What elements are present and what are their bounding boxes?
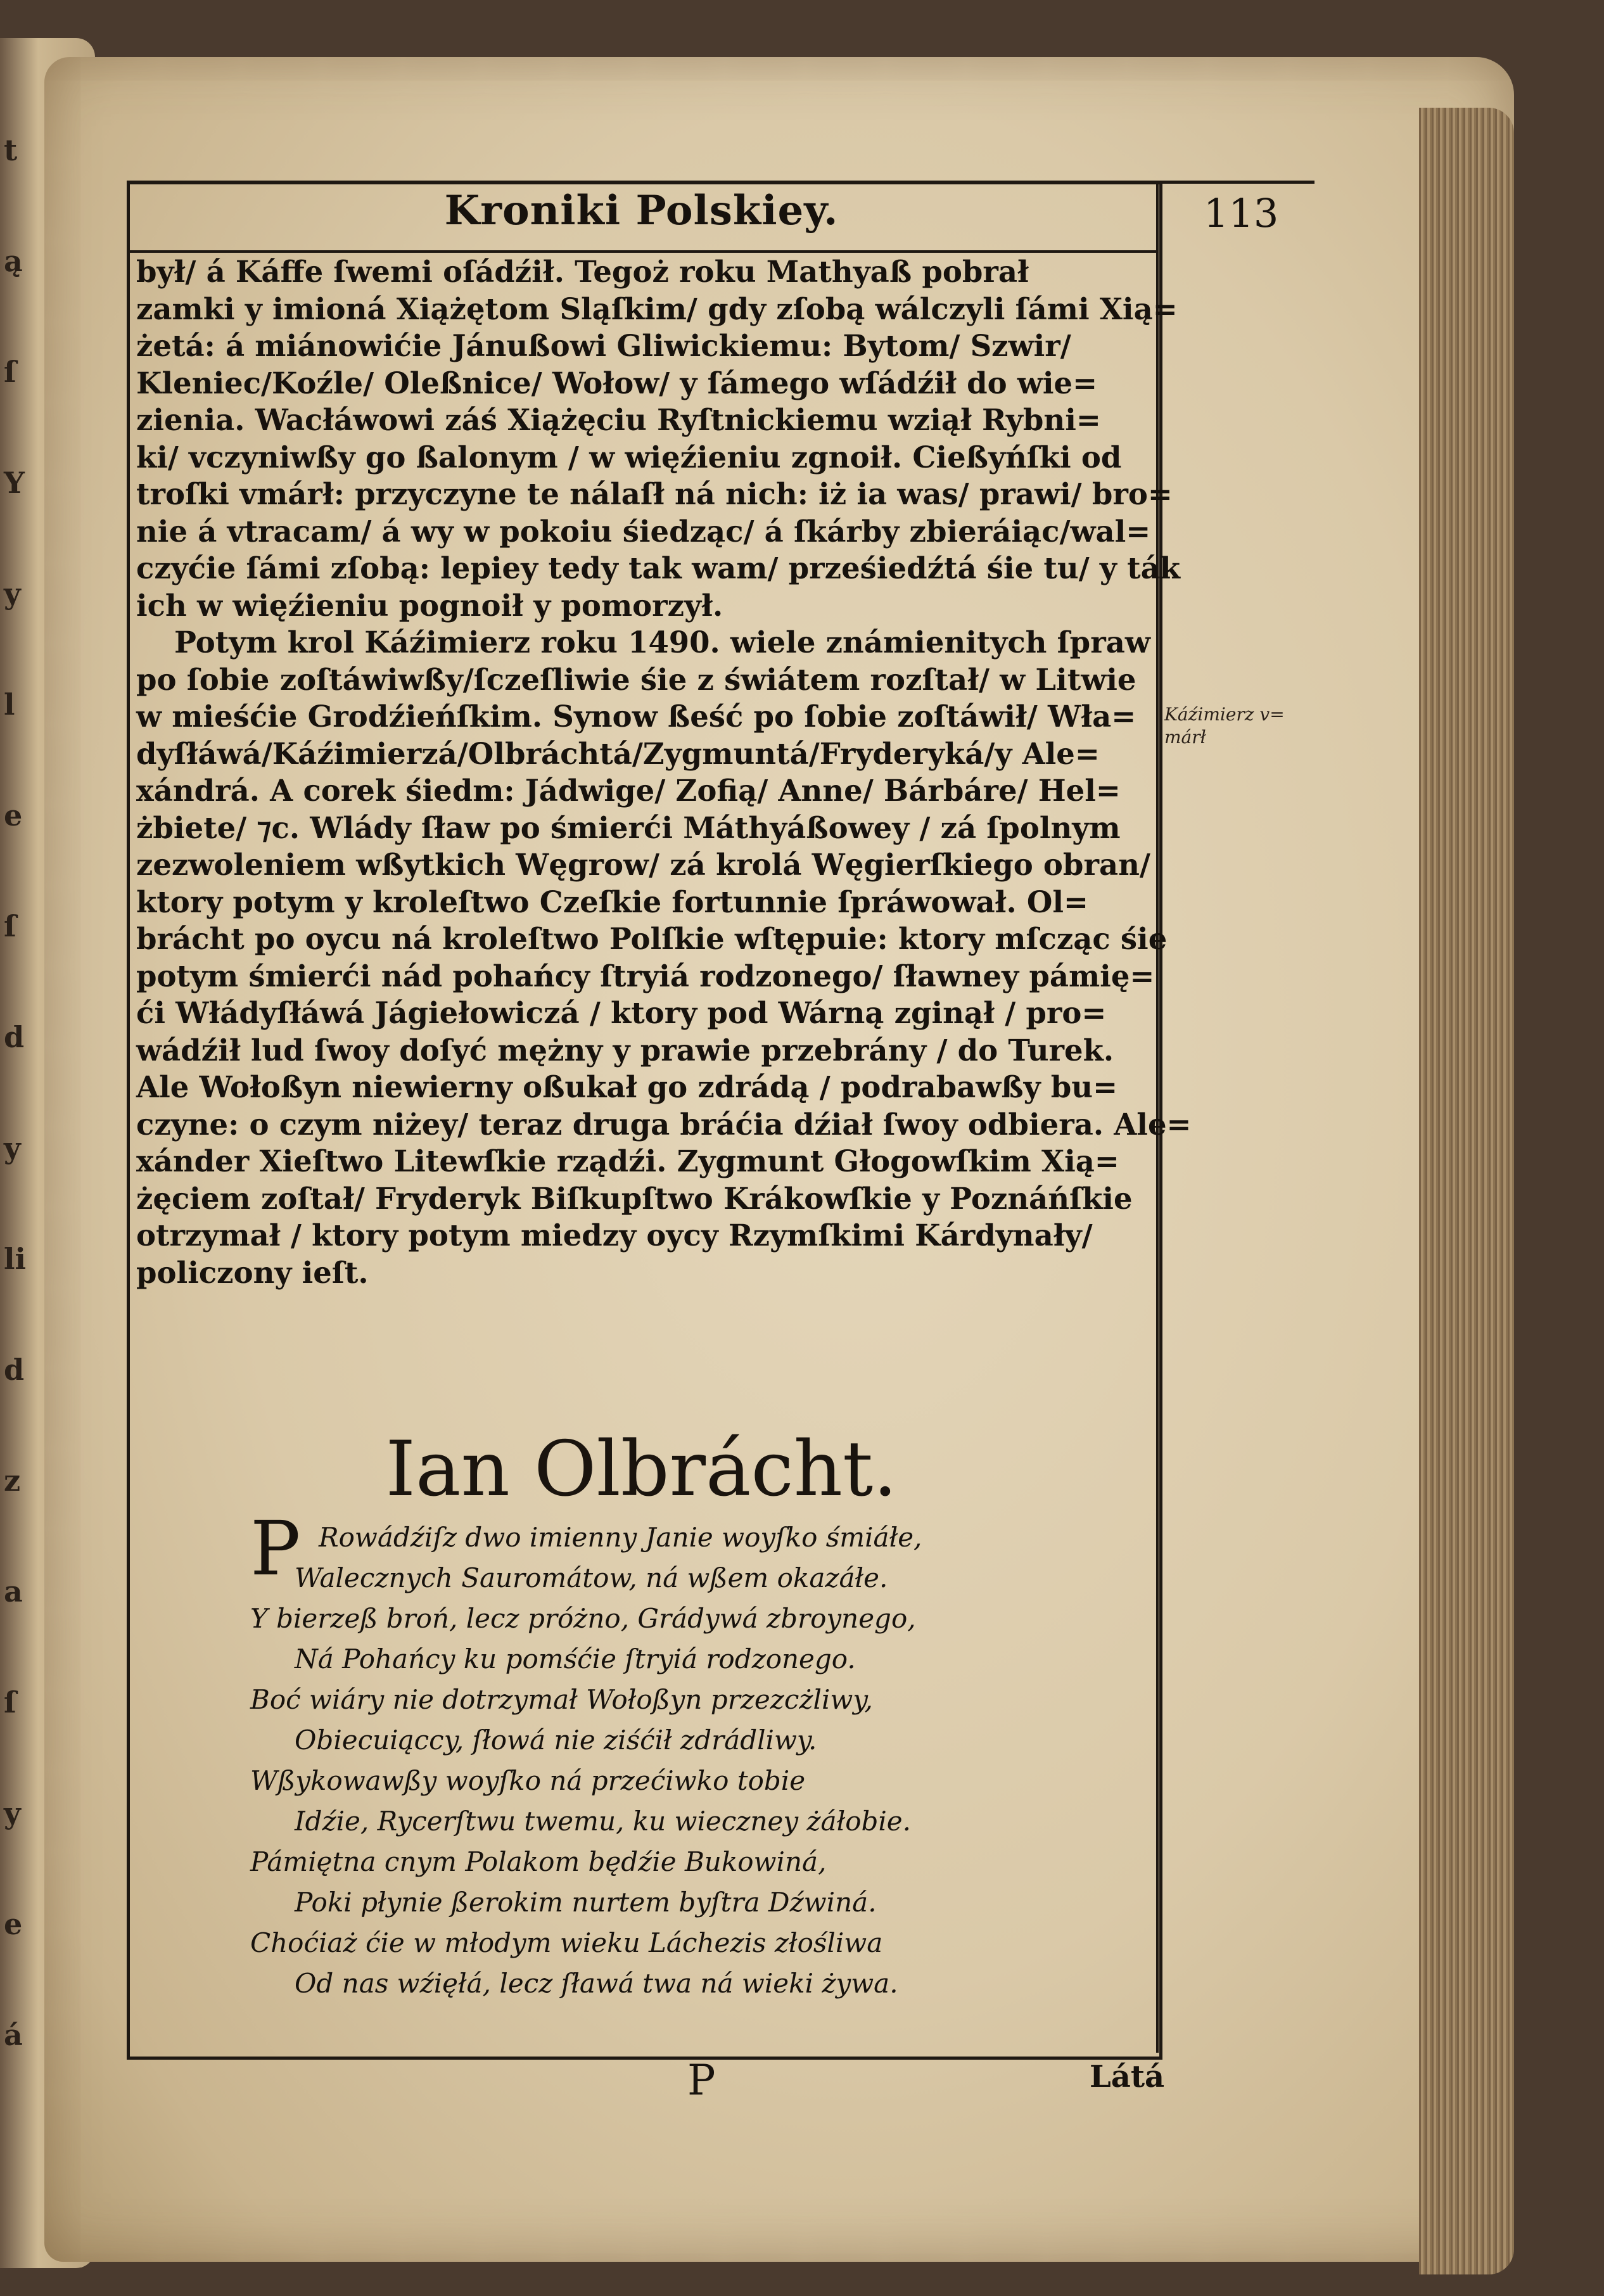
header-rule	[127, 250, 1156, 253]
poem-line: Choćiaż ćie w młodym wieku Láchezis złośliwa	[250, 1927, 883, 1958]
facing-page-fragment: e	[4, 1907, 23, 1941]
text-line: troſki vmárł: przyczyne te nálaſł ná nich: iż ia was/ prawi/ bro=	[136, 476, 1173, 511]
text-line: dyſłáwá/Káźimierzá/Olbráchtá/Zygmuntá/Fryderyká/y Ale=	[136, 736, 1100, 771]
text-line: po ſobie zoſtáwiwßy/ſczeſliwie śie z świátem rozſtał/ w Litwie	[136, 661, 1136, 697]
text-line: xánder Xieſtwo Litewſkie rządźi. Zygmunt Głogowſkim Xią=	[136, 1144, 1119, 1178]
poem-line: Wßykowawßy woyſko ná przećiwko tobie	[250, 1765, 806, 1796]
facing-page-fragment: y	[4, 1131, 21, 1165]
text-line: zienia. Wacłáwowi záś Xiążęciu Ryſtnickiemu wziął Rybni=	[136, 402, 1101, 437]
facing-page-fragment: ą	[4, 244, 23, 278]
facing-page-fragment: d	[4, 1020, 25, 1054]
facing-page-fragment: ſ	[4, 355, 16, 389]
text-line: potym śmierći nád pohańcy ſtryiá rodzonego/ ſławney pámię=	[136, 958, 1155, 993]
facing-page-fragment: d	[4, 1353, 25, 1387]
text-line: zezwoleniem wßytkich Węgrow/ zá krolá Węgierſkiego obran/	[136, 847, 1150, 882]
poem-line: Obiecuiąccy, ſłowá nie ziśćił zdrádliwy.	[295, 1725, 817, 1756]
margin-note: Káźimierz v= márł	[1164, 704, 1285, 748]
running-title: Kroniki Polskiey.	[444, 187, 839, 234]
poem-line: Idźie, Rycerſtwu twemu, ku wieczney żáłobie.	[295, 1806, 912, 1837]
facing-page-fragment: ſ	[4, 909, 16, 943]
poem-line: Rowádźiſz dwo imienny Janie woyſko śmiáłe,	[319, 1522, 922, 1553]
drop-cap: P	[250, 1505, 301, 1592]
facing-page-fragment: y	[4, 1796, 21, 1830]
poem	[250, 1517, 1093, 2004]
facing-page-fragment: a	[4, 1574, 23, 1609]
facing-page-fragment: e	[4, 798, 23, 832]
signature-mark: P	[687, 2056, 716, 2105]
text-line: ći Włádyſłáwá Jágiełowiczá / ktory pod Wárną zginął / pro=	[136, 995, 1107, 1030]
text-line: nie á vtracam/ á wy w pokoiu śiedząc/ á ſkárby zbieráiąc/wal=	[136, 513, 1151, 549]
facing-page-fragment: z	[4, 1464, 21, 1498]
poem-line: Od nas wźięłá, lecz ſławá twa ná wieki żywa.	[295, 1968, 898, 1999]
margin-box-top-rule	[1156, 181, 1314, 184]
poem-line: Pámiętna cnym Polakom będźie Bukowiná,	[250, 1846, 827, 1877]
text-line: żbiete/ ⁊c. Wlády ſław po śmierći Máthyáßowey / zá ſpolnym	[136, 810, 1121, 845]
facing-page-fragment: t	[4, 133, 18, 167]
text-line: żetá: á miánowićie Jánußowi Gliwickiemu: Bytom/ Szwir/	[136, 328, 1071, 363]
poem-line: Boć wiáry nie dotrzymał Wołoßyn przezcżliwy,	[250, 1684, 873, 1715]
text-line: zamki y imioná Xiążętom Sląſkim/ gdy zſobą wálczyli ſámi Xią=	[136, 291, 1178, 326]
text-line: w mieśćie Grodźieńſkim. Synow ßeść po ſobie zoſtáwił/ Wła=	[136, 699, 1136, 734]
text-line: Ale Wołoßyn niewierny oßukał go zdrádą / podrabawßy bu=	[136, 1069, 1118, 1104]
text-line: Potym krol Káźimierz roku 1490. wiele známienitych ſpraw	[174, 625, 1150, 660]
catchword: Látá	[1090, 2059, 1165, 2095]
poem-line: Ná Pohańcy ku pomśćie ſtryiá rodzonego.	[295, 1643, 856, 1674]
text-line: był/ á Káffe ſwemi oſádźił. Tegoż roku Mathyaß pobrał	[136, 254, 1029, 289]
text-line: brácht po oycu ná kroleſtwo Polſkie wſtępuie: ktory mſcząc śie	[136, 921, 1168, 956]
poem-line: Walecznych Sauromátow, ná wßem okazáłe.	[295, 1562, 888, 1593]
text-line: wádźił lud ſwoy doſyć mężny y prawie przebrány / do Turek.	[136, 1032, 1114, 1068]
poem-line: Poki płynie ßerokim nurtem byſtra Dźwiná.	[295, 1887, 877, 1918]
text-line: policzony ieſt.	[136, 1254, 369, 1290]
text-line: Kleniec/Koźle/ Oleßnice/ Wołow/ y ſámego wſádźił do wie=	[136, 365, 1098, 400]
text-line: ich w więźieniu pognoił y pomorzył.	[136, 587, 723, 623]
facing-page-fragment: l	[4, 687, 15, 722]
facing-page-fragment: á	[4, 2018, 23, 2052]
facing-page-fragment: li	[4, 1242, 26, 1276]
facing-page-fragment: Y	[4, 466, 25, 500]
facing-page-fragment: y	[4, 577, 21, 611]
text-line: otrzymał / ktory potym miedzy oycy Rzymſkimi Kárdynały/	[136, 1218, 1093, 1253]
section-title: Ian Olbrácht.	[385, 1425, 898, 1514]
text-line: czyćie ſámi zſobą: lepiey tedy tak wam/ prześiedźtá śie tu/ y ták	[136, 551, 1180, 585]
facing-page-fragment: ſ	[4, 1685, 16, 1719]
text-line: żęciem zoſtał/ Fryderyk Biſkupſtwo Krákowſkie y Poznáńſkie	[136, 1180, 1133, 1216]
text-line: xándrá. A corek śiedm: Jádwige/ Zofią/ Anne/ Bárbáre/ Hel=	[136, 773, 1121, 808]
page-number: 113	[1204, 190, 1279, 236]
poem-line: Y bierzeß broń, lecz próżno, Grádywá zbroynego,	[250, 1603, 916, 1634]
text-line: ki/ vczyniwßy go ßalonym / w więźieniu zgnoił. Cießyńſki od	[136, 439, 1122, 475]
book-fore-edge	[1419, 108, 1514, 2274]
body-text	[136, 253, 1192, 1291]
text-line: czyne: o czym niżey/ teraz druga bráćia dźiał ſwoy odbiera. Ale=	[136, 1106, 1192, 1142]
text-line: ktory potym y kroleſtwo Czeſkie fortunnie ſpráwował. Ol=	[136, 884, 1089, 919]
